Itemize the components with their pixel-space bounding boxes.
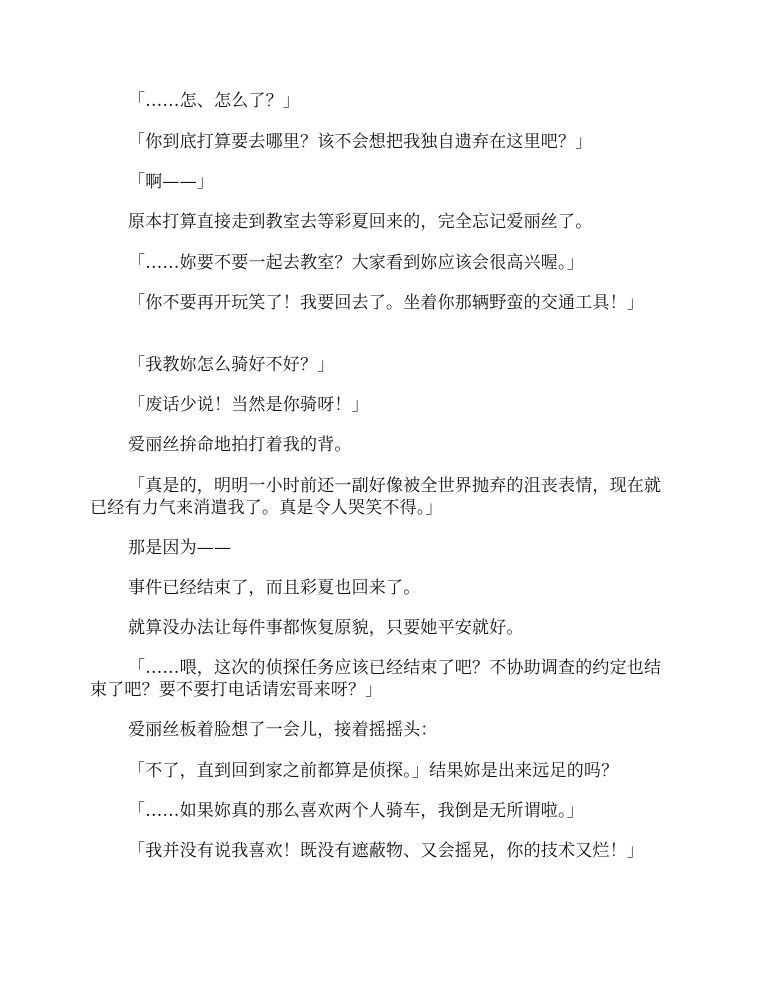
paragraph-7: 「我教妳怎么骑好不好？」 bbox=[128, 355, 335, 375]
paragraph-4: 原本打算直接走到教室去等彩夏回来的，完全忘记爱丽丝了。 bbox=[128, 212, 593, 232]
paragraph-5: 「……妳要不要一起去教室？大家看到妳应该会很高兴喔。」 bbox=[128, 253, 584, 273]
paragraph-18: 「我并没有说我喜欢！既没有遮蔽物、又会摇晃，你的技术又烂！」 bbox=[128, 841, 644, 861]
paragraph-2: 「你到底打算要去哪里？该不会想把我独自遗弃在这里吧？」 bbox=[128, 132, 593, 152]
paragraph-11: 那是因为—— bbox=[128, 538, 232, 558]
paragraph-13: 就算没办法让每件事都恢复原貌，只要她平安就好。 bbox=[128, 618, 524, 638]
paragraph-15: 爱丽丝板着脸想了一会儿，接着摇摇头： bbox=[128, 720, 438, 740]
paragraph-16: 「不了，直到回到家之前都算是侦探。」结果妳是出来远足的吗？ bbox=[128, 761, 619, 781]
paragraph-8: 「废话少说！当然是你骑呀！」 bbox=[128, 395, 369, 415]
paragraph-17: 「……如果妳真的那么喜欢两个人骑车，我倒是无所谓啦。」 bbox=[128, 801, 584, 821]
paragraph-3: 「啊——」 bbox=[128, 172, 214, 192]
paragraph-9: 爱丽丝拚命地拍打着我的背。 bbox=[128, 435, 352, 455]
paragraph-12: 事件已经结束了，而且彩夏也回来了。 bbox=[128, 578, 421, 598]
paragraph-1: 「……怎、怎么了？」 bbox=[128, 91, 300, 111]
paragraph-6: 「你不要再开玩笑了！我要回去了。坐着你那辆野蛮的交通工具！」 bbox=[128, 293, 644, 313]
paragraph-14: 「……喂，这次的侦探任务应该已经结束了吧？不协助调查的约定也结束了吧？要不要打电话请宏哥来呀？」 bbox=[90, 658, 662, 700]
paragraph-10: 「真是的，明明一小时前还一副好像被全世界抛弃的沮丧表情，现在就已经有力气来消遣我了。真是令人哭笑不得。」 bbox=[90, 476, 662, 518]
